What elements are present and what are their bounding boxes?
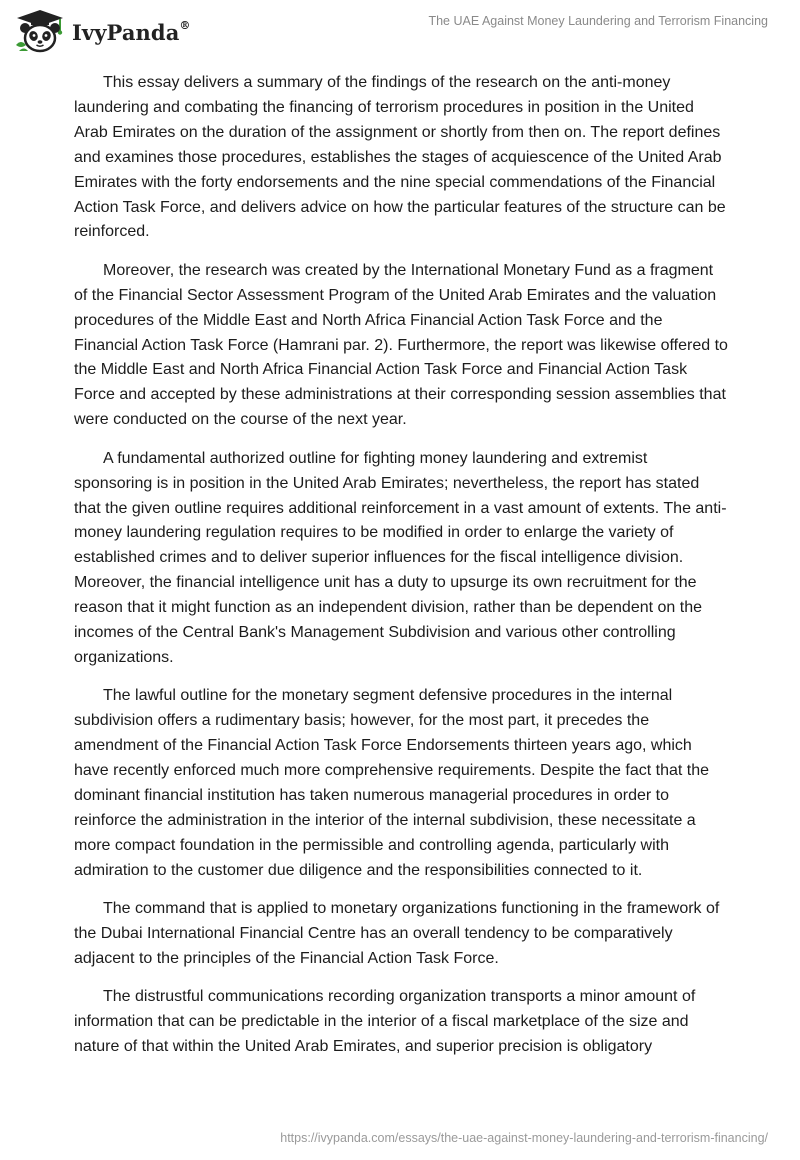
source-url-link[interactable]: https://ivypanda.com/essays/the-uae-against-money-laundering-and-terrorism-financing/ <box>280 1131 768 1145</box>
panda-graduation-cap-icon <box>14 9 66 53</box>
paragraph: The distrustful communications recording organization transports a minor amount of information that can be predictable in the interior of a fiscal marketplace of the size and nature of that within the United Arab Emirates, and superior precision is obligatory <box>74 988 696 1056</box>
logo-wordmark <box>72 20 191 45</box>
document-title: The UAE Against Money Laundering and Terrorism Financing <box>428 14 768 28</box>
essay-body <box>74 71 730 1074</box>
logo-name: IvyPanda <box>72 19 180 45</box>
page-header <box>0 0 800 60</box>
paragraph: Moreover, the research was created by the International Monetary Fund as a fragment of the Financial Sector Assessment Program of the United Arab Emirates and the valuation procedures of the Middle East and North Africa Financial Action Task Force and the Financial Action Task Force (Hamrani par. 2). Furthermore, the report was likewise offered to the Middle East and North Africa Financial Action Task Force and Financial Action Task Force and accepted by these administrations at their corresponding session assemblies that were conducted on the course of the next year. <box>74 261 728 429</box>
paragraph: This essay delivers a summary of the findings of the research on the anti-money laundering and combating the financing of terrorism procedures in position in the United Arab Emirates on the duration of the assignment or shortly from then on. The report defines and examines those procedures, establishes the stages of acquiescence of the United Arab Emirates with the forty endorsements and the nine special commendations of the Financial Action Task Force, and delivers advice on how the particular features of the structure can be reinforced. <box>74 74 726 241</box>
paragraph: The command that is applied to monetary organizations functioning in the framework of the Dubai International Financial Centre has an overall tendency to be comparatively adjacent to the principles of the Financial Action Task Force. <box>74 900 720 967</box>
paragraph: The lawful outline for the monetary segment defensive procedures in the internal subdivision offers a rudimentary basis; however, for the most part, it precedes the amendment of the Financial Action Task Force Endorsements thirteen years ago, which have recently enforced much more comprehensive requirements. Despite the fact that the dominant financial institution has taken numerous managerial procedures in order to reinforce the administration in the interior of the internal subdivision, these necessitate a more compact foundation in the permissible and controlling agenda, particularly with admiration to the customer due diligence and the responsibilities connected to it. <box>74 687 709 879</box>
ivypanda-logo[interactable] <box>14 9 191 53</box>
registered-mark: ® <box>179 18 191 32</box>
paragraph: A fundamental authorized outline for fighting money laundering and extremist sponsoring is in position in the United Arab Emirates; nevertheless, the report has stated that the given outline requires additional reinforcement in a vast amount of extents. The anti-money laundering regulation requires to be modified in order to enlarge the variety of established crimes and to deliver superior influences for the fiscal intelligence division. Moreover, the financial intelligence unit has a duty to upsurge its own recruitment for the reason that it might function as an independent division, rather than be dependent on the incomes of the Central Bank's Management Subdivision and various other controlling organizations. <box>74 449 727 666</box>
